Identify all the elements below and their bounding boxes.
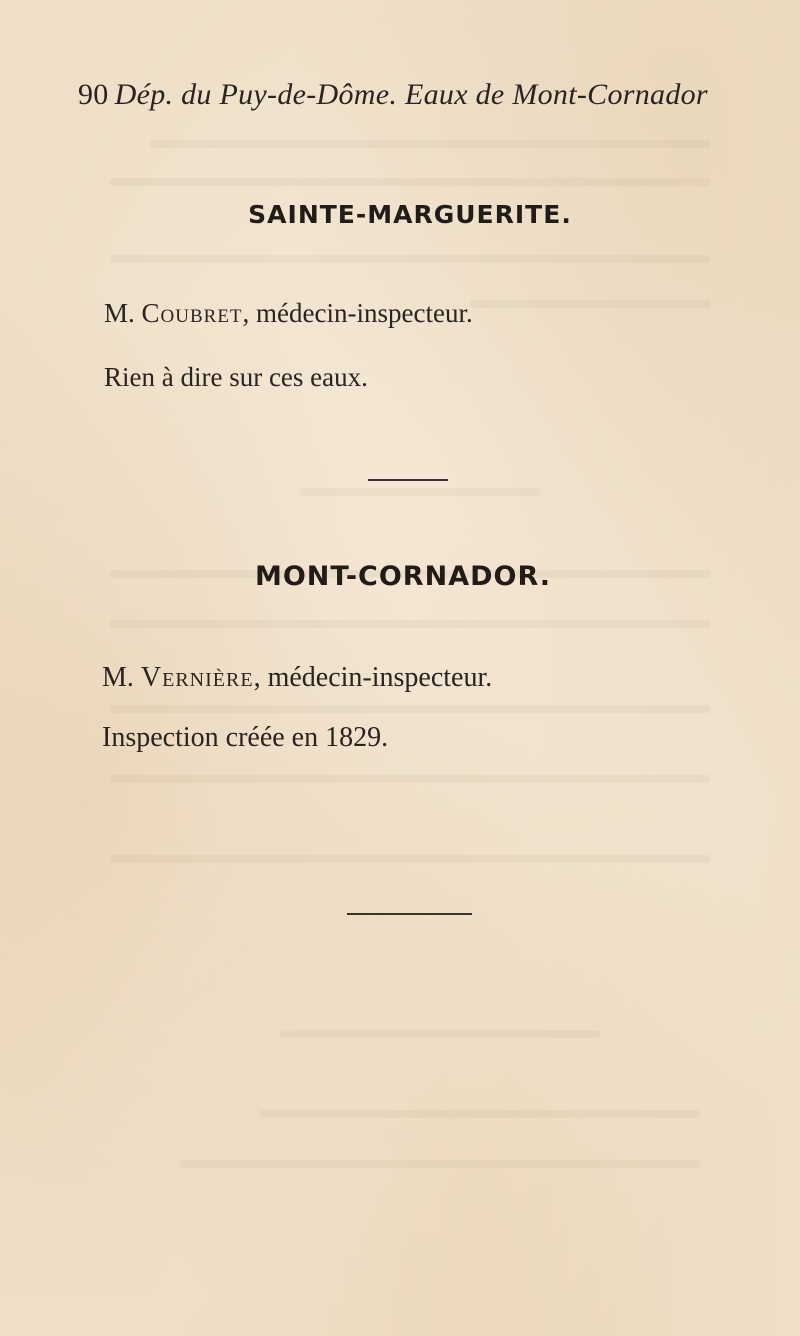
end-divider xyxy=(347,913,472,915)
inspector-name: Coubret xyxy=(141,298,243,328)
inspector-role: , médecin-inspecteur. xyxy=(242,298,473,328)
inspector-prefix: M. xyxy=(104,298,135,328)
inspector-prefix: M. xyxy=(102,662,134,693)
inspector-name: Vernière xyxy=(140,662,254,693)
note-mont-cornador: Inspection créée en 1829. xyxy=(102,722,389,753)
section-title-mont-cornador: MONT-CORNADOR. xyxy=(254,561,552,592)
inspector-line-mont-cornador xyxy=(102,662,492,694)
note-sainte-marguerite: Rien à dire sur ces eaux. xyxy=(104,362,368,392)
inspector-line-sainte-marguerite xyxy=(104,298,473,329)
page-number: 90 xyxy=(78,78,109,111)
running-head-title: Dép. du Puy-de-Dôme. Eaux de Mont-Cornador xyxy=(114,78,708,111)
section-title-sainte-marguerite: SAINTE-MARGUERITE. xyxy=(248,200,572,229)
section-divider xyxy=(368,479,448,481)
inspector-role: , médecin-inspecteur. xyxy=(253,662,493,693)
running-head xyxy=(78,78,748,112)
